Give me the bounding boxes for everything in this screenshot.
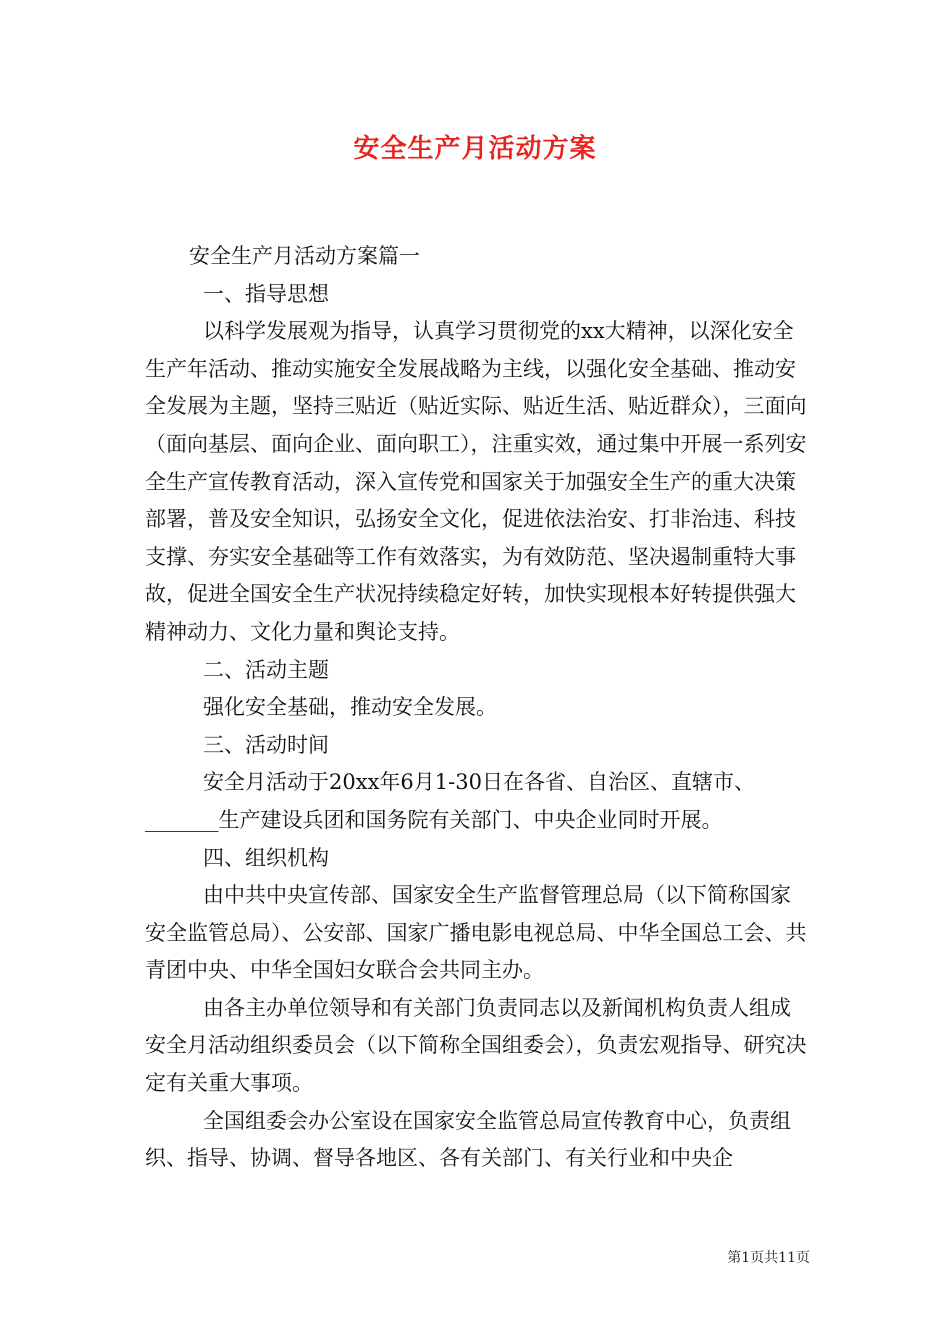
document-body xyxy=(145,238,810,1178)
subsection-heading-organization: 四、组织机构 xyxy=(203,845,329,870)
subsection-heading-guiding-ideology: 一、指导思想 xyxy=(203,281,329,306)
document-title: 安全生产月活动方案 xyxy=(353,134,597,164)
subsection-heading-theme: 二、活动主题 xyxy=(203,657,329,682)
page-number: 第1页共11页 xyxy=(727,1250,810,1266)
subsection-heading-time: 三、活动时间 xyxy=(203,732,329,757)
paragraph-theme: 强化安全基础，推动安全发展。 xyxy=(203,695,497,720)
paragraph-organization-office: 全国组委会办公室设在国家安全监管总局宣传教育中心，负责组织、指导、协调、督导各地区、各有关部门、有关行业和中央企 xyxy=(145,1108,791,1171)
paragraph-organization-hosts: 由中共中央宣传部、国家安全生产监督管理总局（以下简称国家安全监管总局）、公安部、国家广播电影电视总局、中华全国总工会、共青团中央、中华全国妇女联合会共同主办。 xyxy=(145,883,807,983)
paragraph-guiding-ideology: 以科学发展观为指导，认真学习贯彻党的xx大精神，以深化安全生产年活动、推动实施安全发展战略为主线，以强化安全基础、推动安全发展为主题，坚持三贴近（贴近实际、贴近生活、贴近群众），三面向（面向基层、面向企业、面向职工），注重实效，通过集中开展一系列安全生产宣传教育活动，深入宣传党和国家关于加强安全生产的重大决策部署，普及安全知识，弘扬安全文化，促进依法治安、打非治违、科技支撑、夯实安全基础等工作有效落实，为有效防范、坚决遏制重特大事故，促进全国安全生产状况持续稳定好转，加快实现根本好转提供强大精神动力、文化力量和舆论支持。 xyxy=(145,319,807,644)
paragraph-time: 安全月活动于20xx年6月1-30日在各省、自治区、直辖市、_______生产建设兵团和国务院有关部门、中央企业同时开展。 xyxy=(145,770,755,832)
paragraph-organization-committee: 由各主办单位领导和有关部门负责同志以及新闻机构负责人组成安全月活动组织委员会（以下简称全国组委会），负责宏观指导、研究决定有关重大事项。 xyxy=(145,995,807,1096)
section-heading: 安全生产月活动方案篇一 xyxy=(189,244,420,268)
